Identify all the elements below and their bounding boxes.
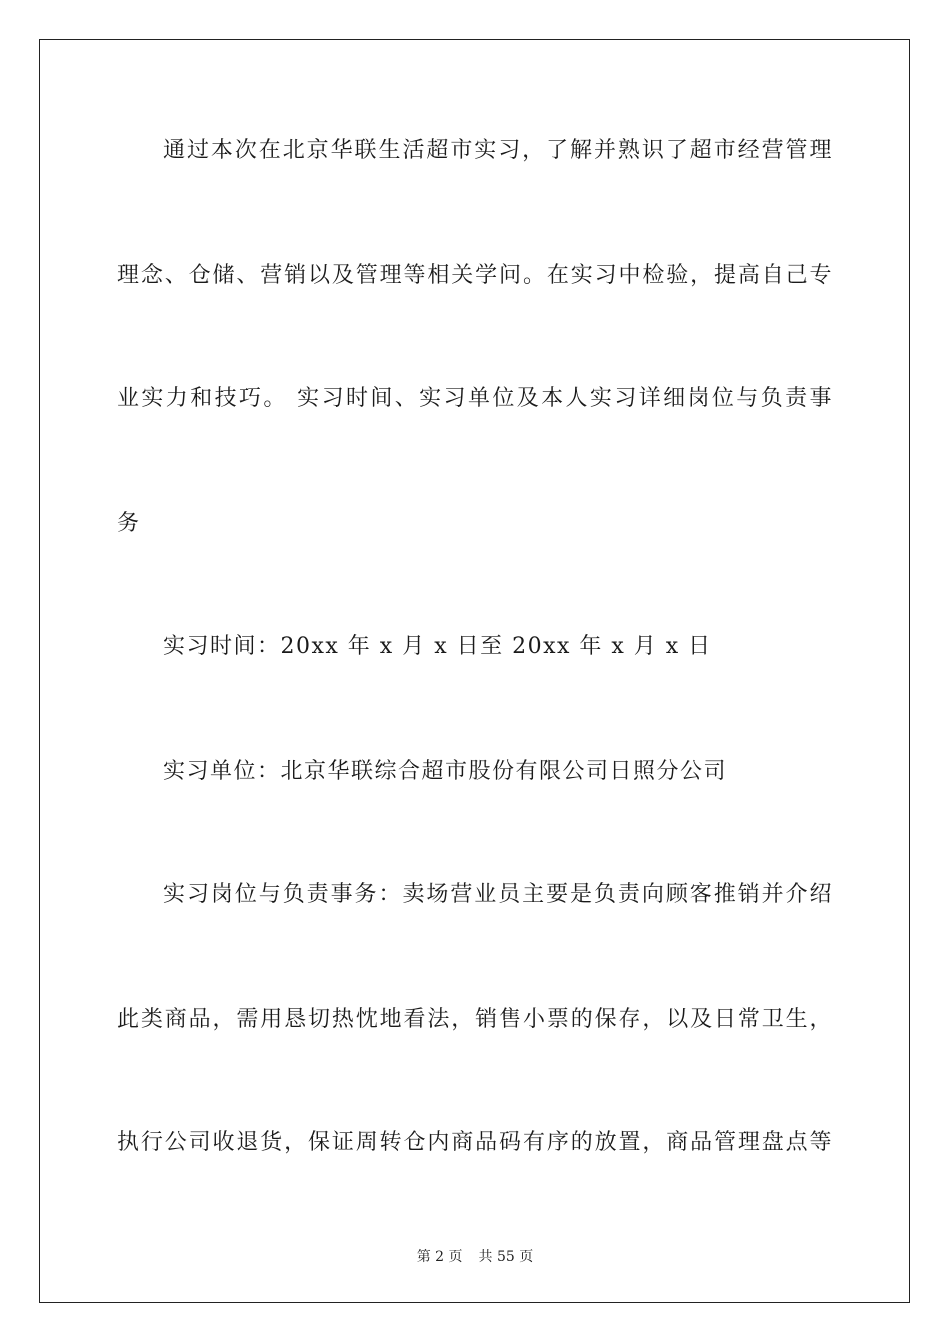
- paragraph-line-1: 通过本次在北京华联生活超市实习，了解并熟识了超市经营管理: [163, 138, 833, 163]
- internship-time: 实习时间：20xx 年 x 月 x 日至 20xx 年 x 月 x 日: [163, 634, 712, 659]
- page-number: 第 2 页: [416, 1249, 463, 1265]
- paragraph-line-2: 理念、仓储、营销以及管理等相关学问。在实习中检验，提高自己专: [117, 263, 833, 288]
- paragraph-line-7: 实习岗位与负责事务：卖场营业员主要是负责向顾客推销并介绍: [163, 882, 833, 907]
- page-footer: [0, 1248, 950, 1266]
- page-total: 共 55 页: [478, 1249, 534, 1265]
- paragraph-line-9: 执行公司收退货，保证周转仓内商品码有序的放置，商品管理盘点等: [117, 1130, 833, 1155]
- internship-unit: 实习单位：北京华联综合超市股份有限公司日照分公司: [163, 759, 728, 784]
- page-frame: [39, 39, 910, 1303]
- paragraph-line-8: 此类商品，需用恳切热忱地看法，销售小票的保存，以及日常卫生，: [117, 1007, 833, 1032]
- paragraph-line-3: 业实力和技巧。 实习时间、实习单位及本人实习详细岗位与负责事: [117, 386, 833, 411]
- paragraph-line-4: 务: [117, 511, 141, 536]
